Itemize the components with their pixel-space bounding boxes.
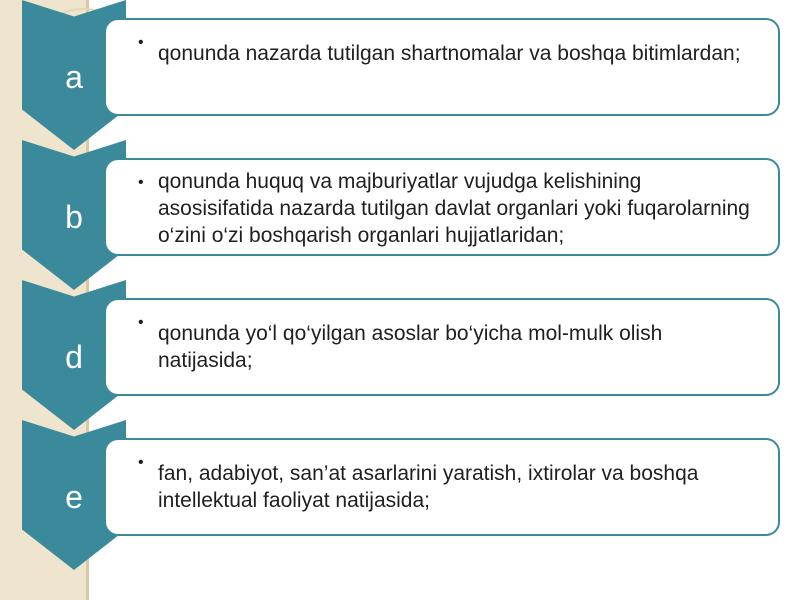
item-box [104, 438, 780, 536]
item-letter: b [65, 199, 83, 235]
bullet-icon: • [138, 314, 144, 331]
bullet-icon: • [138, 454, 144, 471]
item-text: qonunda nazarda tutilgan shartnomalar va boshqa bitimlardan; [158, 42, 741, 65]
bullet-icon: • [138, 174, 144, 191]
list-item-e [0, 420, 800, 560]
list-item-a [0, 0, 800, 140]
list-item-b [0, 140, 800, 280]
item-text: qonunda huquq va majburiyatlar vujudga kelishining asosisifatida nazarda tutilgan davlat organlari yoki fuqarolarning o‘zini o‘zi boshqarish organlari hujjatlaridan; [158, 170, 750, 247]
item-box [104, 18, 780, 116]
item-text: qonunda yo‘l qo‘yilgan asoslar bo‘yicha mol-mulk olish natijasida; [158, 322, 663, 372]
item-text: fan, adabiyot, san’at asarlarini yaratish, ixtirolar va boshqa intellektual faoliyat natijasida; [158, 462, 699, 512]
item-letter: d [65, 339, 83, 375]
list-item-d [0, 280, 800, 420]
bullet-icon: • [138, 34, 144, 51]
item-box [104, 158, 780, 256]
item-letter: e [65, 479, 83, 515]
item-letter: a [65, 59, 83, 95]
item-box [104, 298, 780, 396]
